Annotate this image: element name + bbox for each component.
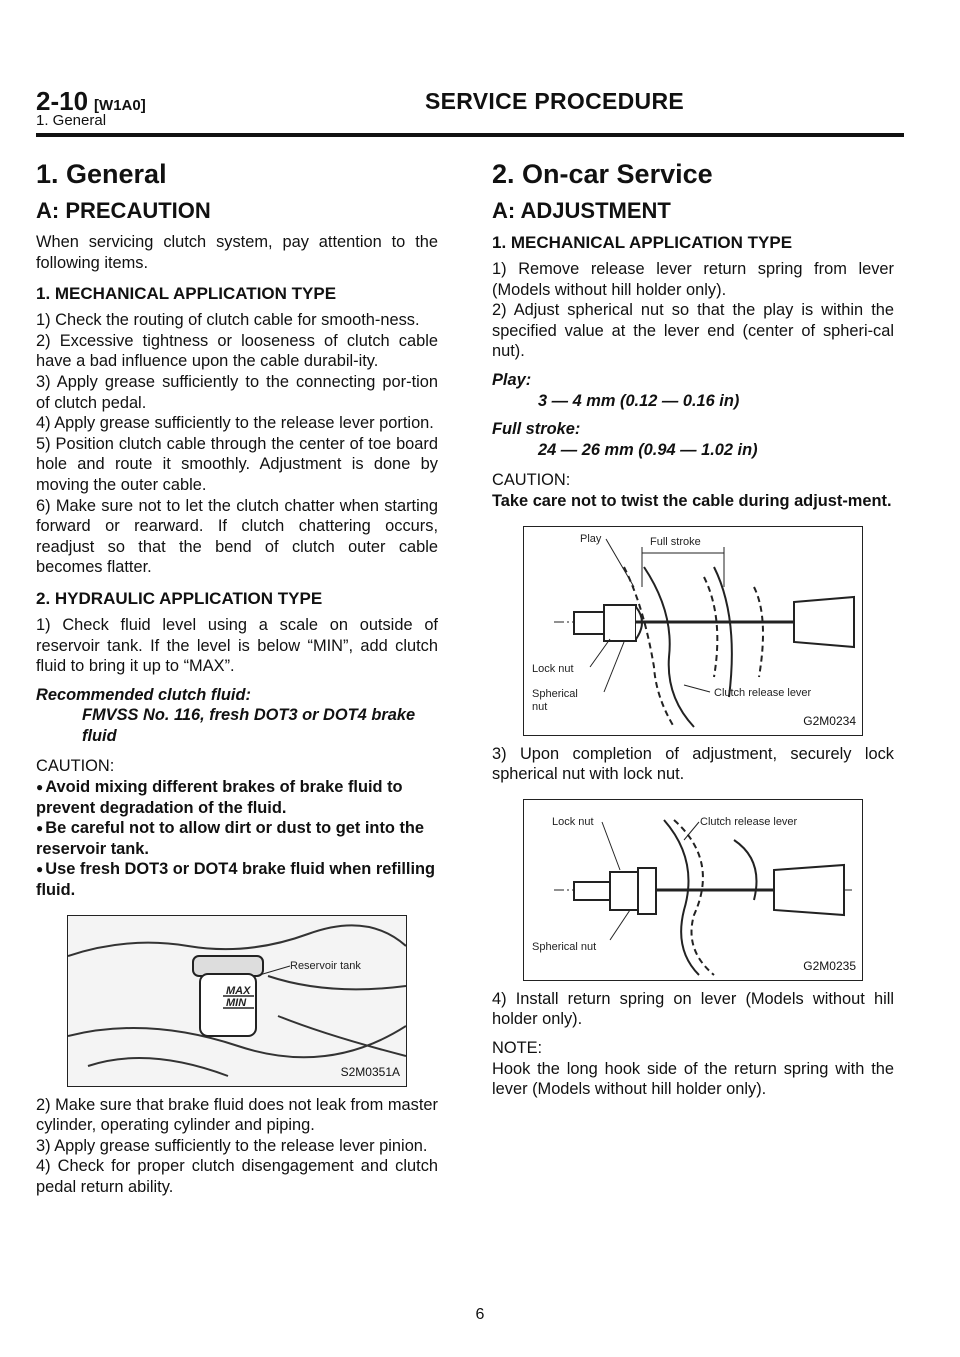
intro-text: When servicing clutch system, pay attention to the following items. <box>36 233 438 272</box>
play-illustration <box>524 527 862 735</box>
reservoir-illustration <box>68 916 406 1086</box>
fluid-value: FMVSS No. 116, fresh DOT3 or DOT4 brake fluid <box>82 706 416 745</box>
subsection-heading-adjustment: A: ADJUSTMENT <box>492 198 671 223</box>
right-column <box>492 158 894 1100</box>
mech-item-4: 4) Apply grease sufficiently to the release lever portion. <box>36 414 434 433</box>
stroke-label: Full stroke: <box>492 420 581 439</box>
mech-item-2: 2) Excessive tightness or looseness of clutch cable have a bad influence upon the cable durabil-ity. <box>36 331 438 371</box>
play-label: Play: <box>492 370 532 389</box>
fluid-label: Recommended clutch fluid: <box>36 685 251 704</box>
lock-nut-figure <box>523 799 863 981</box>
header-title: SERVICE PROCEDURE <box>425 88 685 114</box>
fig3-spherical-label: Spherical nut <box>532 940 597 953</box>
caution-title: CAUTION: <box>36 757 115 776</box>
release-lever-label: Clutch release lever <box>714 686 812 699</box>
fig3-lock-nut-label: Lock nut <box>552 815 594 828</box>
spherical-nut-label: nut <box>532 700 548 713</box>
hyd-item-2: 2) Make sure that brake fluid does not leak from master cylinder, operating cylinder and piping. <box>36 1095 438 1135</box>
bullet-icon: ● <box>36 862 44 877</box>
play-value: 3 — 4 mm (0.12 — 0.16 in) <box>538 391 740 410</box>
lock-nut-label: Lock nut <box>532 662 574 675</box>
fig3-release-lever-label: Clutch release lever <box>700 815 798 828</box>
max-label: MAX <box>226 984 251 997</box>
bullet-icon: ● <box>36 821 44 836</box>
caution-item: ● Use fresh DOT3 or DOT4 brake fluid when refilling fluid. <box>36 860 436 900</box>
adj-caution-text: Take care not to twist the cable during adjust-ment. <box>492 491 892 510</box>
figure-code: G2M0235 <box>803 959 856 974</box>
section-heading-on-car: 2. On-car Service <box>492 159 713 189</box>
header-subtitle: 1. General <box>36 112 107 129</box>
caution-item: ● Avoid mixing different brakes of brake fluid to prevent degradation of the fluid. <box>36 778 403 817</box>
reservoir-label: Reservoir tank <box>290 959 361 972</box>
play-label-fig: Play <box>580 532 602 545</box>
mech-item-6: 6) Make sure not to let the clutch chatter when starting forward or rearward. If clutch chattering occurs, readjust so that the bend of clutch outer cable becomes flatter. <box>36 496 438 577</box>
adj-item-1: 1) Remove release lever return spring from lever (Models without hill holder only). <box>492 260 894 299</box>
full-stroke-label: Full stroke <box>650 535 701 548</box>
figure-code: G2M0234 <box>803 713 856 728</box>
hyd-item-1: 1) Check fluid level using a scale on outside of reservoir tank. If the level is below “MIN”, add clutch fluid to bring it up to “MAX”. <box>36 615 438 676</box>
spherical-label: Spherical <box>532 687 578 700</box>
reservoir-figure <box>67 915 407 1087</box>
page-number: 6 <box>475 1306 485 1323</box>
subsection-heading-precaution: A: PRECAUTION <box>36 198 211 223</box>
note-title: NOTE: <box>492 1038 543 1057</box>
left-column <box>36 158 438 1198</box>
bullet-icon: ● <box>36 780 44 795</box>
note-text: Hook the long hook side of the return spring with the lever (Models without hill holder only). <box>492 1059 894 1099</box>
adj-mech-heading: 1. MECHANICAL APPLICATION TYPE <box>492 233 793 252</box>
caution-item: ● Be careful not to allow dirt or dust to get into the reservoir tank. <box>36 819 425 858</box>
section-heading-general: 1. General <box>36 159 167 189</box>
stroke-value: 24 — 26 mm (0.94 — 1.02 in) <box>538 440 758 459</box>
adj-item-3: 3) Upon completion of adjustment, securely lock spherical nut with lock nut. <box>492 744 894 784</box>
mech-item-1: 1) Check the routing of clutch cable for smooth-ness. <box>36 311 420 330</box>
header-rule <box>36 133 904 137</box>
mech-item-5: 5) Position clutch cable through the center of toe board hole and route it smoothly. Adjustment is done by moving the outer cable. <box>36 434 438 494</box>
adj-item-4: 4) Install return spring on lever (Models without hill holder only). <box>492 989 894 1029</box>
hyd-item-3: 3) Apply grease sufficiently to the release lever pinion. <box>36 1136 428 1155</box>
adj-item-2: 2) Adjust spherical nut so that the play is within the specified value at the lever end (center of spheri-cal nut). <box>492 301 894 361</box>
hyd-item-4: 4) Check for proper clutch disengagement and clutch pedal return ability. <box>36 1157 438 1196</box>
section-tag: [W1A0] <box>94 97 146 114</box>
mech-heading: 1. MECHANICAL APPLICATION TYPE <box>36 284 337 304</box>
figure-code: S2M0351A <box>340 1065 400 1080</box>
lock-nut-illustration <box>524 800 862 980</box>
hyd-heading: 2. HYDRAULIC APPLICATION TYPE <box>36 588 323 608</box>
min-label: MIN <box>226 996 247 1009</box>
mech-item-3: 3) Apply grease sufficiently to the connecting por-tion of clutch pedal. <box>36 372 438 412</box>
adj-caution-title: CAUTION: <box>492 471 571 490</box>
section-code: 2-10 [W1A0] <box>36 86 146 116</box>
play-figure <box>523 526 863 736</box>
